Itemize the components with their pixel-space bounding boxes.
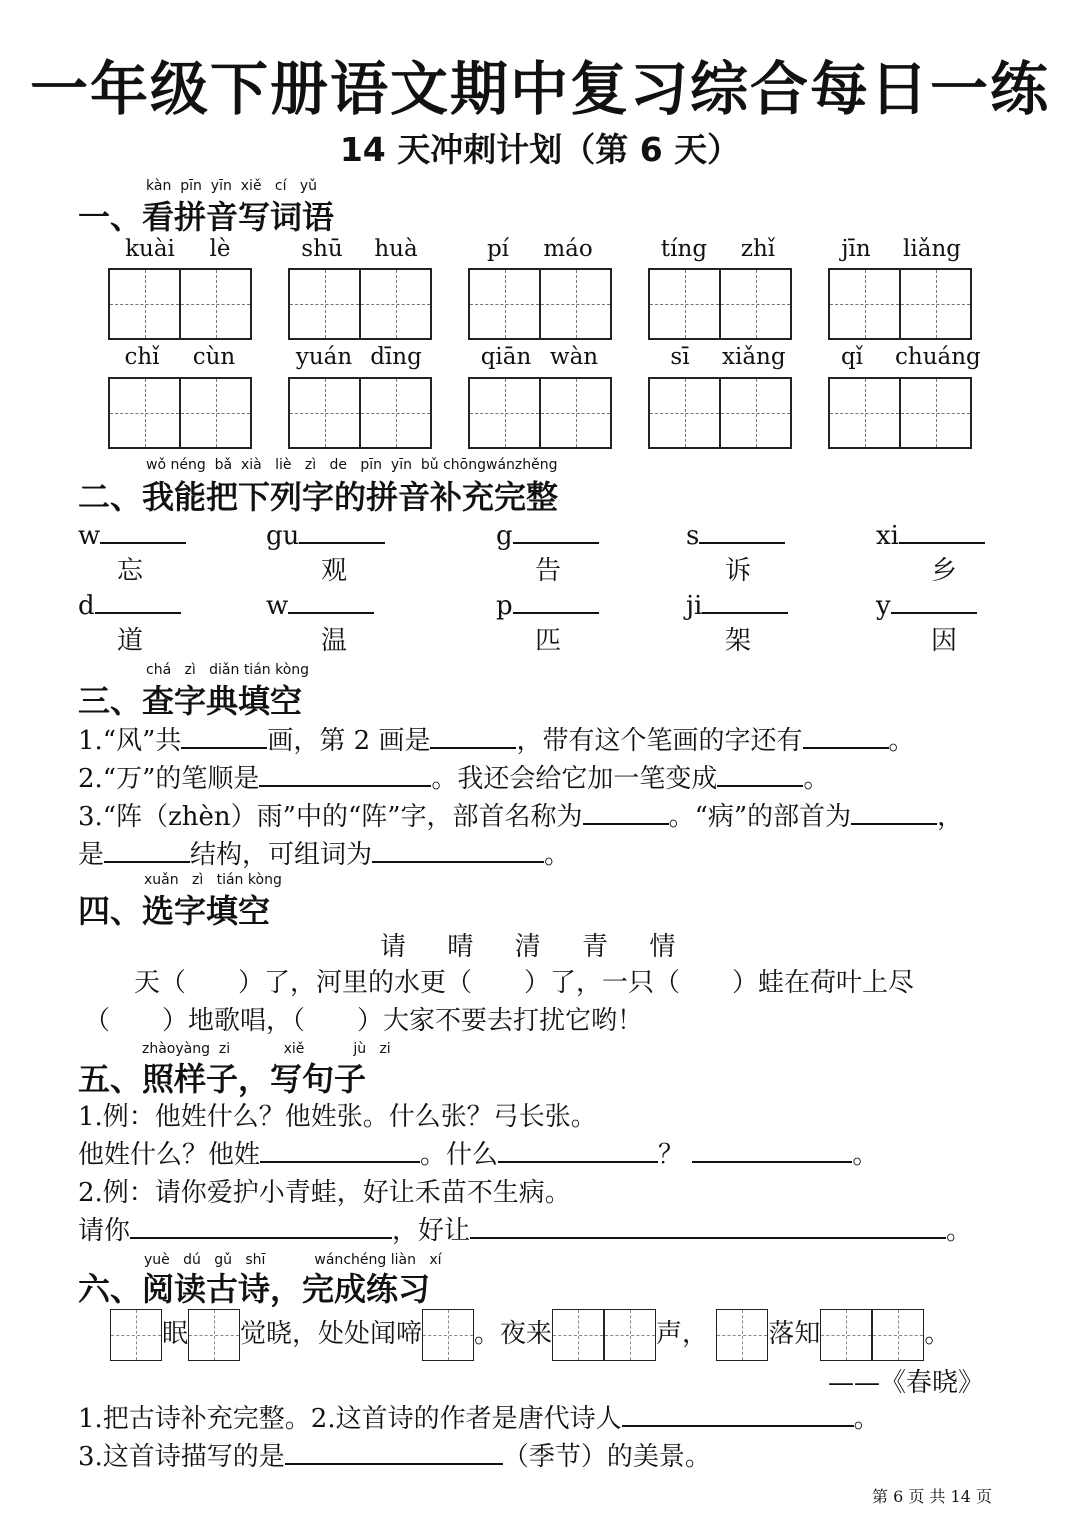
- pinyin-syllable: huà: [374, 236, 418, 262]
- pinyin-syllable: qǐ: [840, 344, 864, 370]
- pinyin-blank-item: s: [686, 516, 785, 551]
- question-line: 1.把古诗补充完整。2.这首诗的作者是唐代诗人 。: [78, 1398, 880, 1435]
- target-character: 道: [116, 626, 143, 656]
- poem-box[interactable]: [604, 1309, 656, 1361]
- question-line: 1.“风”共 画，第 2 画是 ，带有这个笔画的字还有 。: [78, 720, 915, 757]
- question-line: 2.“万”的笔顺是 。我还会给它加一笔变成 。: [78, 758, 829, 795]
- writing-grid[interactable]: [108, 377, 252, 449]
- answer-blank[interactable]: [891, 586, 977, 614]
- writing-grid[interactable]: [468, 268, 612, 340]
- pinyin-blank-item: y: [876, 586, 977, 621]
- fill-paragraph-line: 天（ ）了，河里的水更（ ）了，一只（ ）蛙在荷叶上尽: [134, 968, 915, 998]
- answer-blank[interactable]: [288, 586, 374, 614]
- pinyin-syllable: lè: [209, 236, 231, 262]
- section-heading: 四、选字填空: [78, 892, 271, 930]
- answer-blank[interactable]: [430, 721, 516, 749]
- answer-blank[interactable]: [372, 835, 544, 863]
- answer-blank[interactable]: [259, 759, 431, 787]
- question-line: 是 结构，可组词为 。: [78, 834, 570, 871]
- poem-box[interactable]: [872, 1309, 924, 1361]
- poem-box[interactable]: [188, 1309, 240, 1361]
- section-pinyin: yuè dú gǔ shī wánchéng liàn xí: [144, 1252, 442, 1268]
- poem-source: ——《春晓》: [828, 1368, 985, 1398]
- pinyin-syllable: pí: [486, 236, 510, 262]
- pinyin-blank-item: p: [496, 586, 599, 621]
- answer-blank[interactable]: [513, 516, 599, 544]
- section-heading: 三、查字典填空: [78, 682, 303, 720]
- answer-blank[interactable]: [104, 835, 190, 863]
- section-heading: 六、阅读古诗，完成练习: [78, 1270, 431, 1308]
- answer-blank[interactable]: [717, 759, 803, 787]
- answer-blank[interactable]: [692, 1135, 852, 1163]
- poem-box[interactable]: [716, 1309, 768, 1361]
- section-heading: 一、看拼音写词语: [78, 198, 335, 236]
- target-character: 匹: [534, 626, 561, 656]
- poem-box[interactable]: [820, 1309, 872, 1361]
- pinyin-syllable: chǐ: [124, 344, 160, 370]
- page-title: 一年级下册语文期中复习综合每日一练: [29, 55, 1050, 123]
- pinyin-syllable: chuáng: [895, 344, 981, 370]
- writing-grid[interactable]: [828, 268, 972, 340]
- pinyin-blank-item: w: [78, 516, 186, 551]
- question-line: 3.这首诗描写的是 （季节）的美景。: [78, 1436, 711, 1473]
- answer-blank[interactable]: [470, 1211, 946, 1239]
- poem-line: 眠 觉晓，处处闻啼 。夜来 声， 落知 。: [110, 1308, 950, 1362]
- pinyin-blank-item: ji: [686, 586, 788, 621]
- example-sentence: 1.例：他姓什么？他姓张。什么张？弓长张。: [78, 1102, 597, 1132]
- pinyin-syllable: zhǐ: [740, 236, 776, 262]
- answer-blank[interactable]: [181, 721, 267, 749]
- answer-blank[interactable]: [260, 1135, 420, 1163]
- answer-blank[interactable]: [95, 586, 181, 614]
- section-heading: 五、照样子，写句子: [78, 1060, 367, 1098]
- writing-grid[interactable]: [828, 377, 972, 449]
- answer-blank[interactable]: [130, 1211, 392, 1239]
- answer-blank[interactable]: [899, 516, 985, 544]
- answer-blank[interactable]: [299, 516, 385, 544]
- answer-blank[interactable]: [851, 797, 937, 825]
- fill-paragraph-line: （ ）地歌唱，（ ）大家不要去打扰它哟！: [84, 1006, 644, 1036]
- target-character: 架: [724, 626, 751, 656]
- answer-blank[interactable]: [699, 516, 785, 544]
- section-pinyin: zhàoyàng zi xiě jù zi: [142, 1041, 391, 1057]
- section-pinyin: xuǎn zì tián kòng: [144, 872, 282, 888]
- pinyin-syllable: qiān: [480, 344, 532, 370]
- pinyin-syllable: cùn: [192, 344, 236, 370]
- choice-characters: 请 晴 清 青 情: [380, 932, 676, 962]
- target-character: 因: [930, 626, 957, 656]
- pinyin-blank-item: d: [78, 586, 181, 621]
- writing-grid[interactable]: [288, 268, 432, 340]
- question-line: 请你 ，好让 。: [78, 1210, 972, 1247]
- target-character: 乡: [930, 556, 957, 586]
- target-character: 诉: [724, 556, 751, 586]
- section-heading: 二、我能把下列字的拼音补充完整: [78, 478, 559, 516]
- pinyin-blank-item: gu: [266, 516, 385, 551]
- target-character: 告: [534, 556, 561, 586]
- pinyin-syllable: xiǎng: [722, 344, 786, 370]
- example-sentence: 2.例：请你爱护小青蛙，好让禾苗不生病。: [78, 1178, 571, 1208]
- pinyin-blank-item: xi: [876, 516, 985, 551]
- target-character: 忘: [116, 556, 143, 586]
- writing-grid[interactable]: [108, 268, 252, 340]
- pinyin-syllable: máo: [543, 236, 593, 262]
- answer-blank[interactable]: [513, 586, 599, 614]
- pinyin-syllable: jīn: [841, 236, 871, 262]
- answer-blank[interactable]: [583, 797, 669, 825]
- answer-blank[interactable]: [803, 721, 889, 749]
- poem-box[interactable]: [552, 1309, 604, 1361]
- poem-box[interactable]: [422, 1309, 474, 1361]
- pinyin-blank-item: g: [496, 516, 599, 551]
- section-pinyin: wǒ néng bǎ xià liè zì de pīn yīn bǔ chōngwánzhěng: [146, 457, 558, 473]
- pinyin-blank-item: w: [266, 586, 374, 621]
- pinyin-syllable: wàn: [549, 344, 599, 370]
- poem-box[interactable]: [110, 1309, 162, 1361]
- writing-grid[interactable]: [468, 377, 612, 449]
- page-subtitle: 14 天冲刺计划（第 6 天）: [339, 130, 741, 169]
- answer-blank[interactable]: [622, 1399, 854, 1427]
- pinyin-syllable: shū: [301, 236, 343, 262]
- pinyin-syllable: sī: [670, 344, 690, 370]
- answer-blank[interactable]: [285, 1437, 503, 1465]
- pinyin-syllable: kuài: [125, 236, 175, 262]
- pinyin-syllable: dīng: [370, 344, 422, 370]
- pinyin-syllable: liǎng: [903, 236, 961, 262]
- writing-grid[interactable]: [648, 377, 792, 449]
- writing-grid[interactable]: [648, 268, 792, 340]
- page-number: 第 6 页 共 14 页: [872, 1487, 992, 1506]
- answer-blank[interactable]: [100, 516, 186, 544]
- section-pinyin: chá zì diǎn tián kòng: [146, 662, 310, 678]
- answer-blank[interactable]: [702, 586, 788, 614]
- pinyin-syllable: tíng: [660, 236, 708, 262]
- section-pinyin: kàn pīn yīn xiě cí yǔ: [146, 178, 318, 194]
- target-character: 温: [320, 626, 347, 656]
- pinyin-syllable: yuán: [295, 344, 353, 370]
- writing-grid[interactable]: [288, 377, 432, 449]
- target-character: 观: [320, 556, 347, 586]
- question-line: 他姓什么？他姓 。什么 ？ 。: [78, 1134, 878, 1171]
- question-line: 3.“阵（zhèn）雨”中的“阵”字，部首名称为 。“病”的部首为 ，: [78, 796, 963, 833]
- answer-blank[interactable]: [498, 1135, 658, 1163]
